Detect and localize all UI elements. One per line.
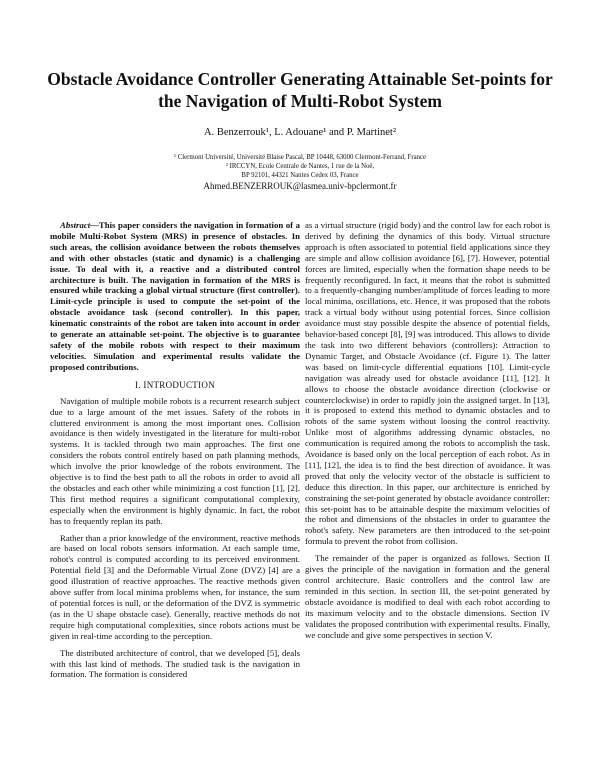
body-paragraph: Rather than a prior knowledge of the environment, reactive methods are based on local robots sensors information. At each sample time, robot's control is computed according to its perceived environment. Potential field [3] and the Deformable Virtual Zone (DVZ) [4] are a good illustration of reactive approaches. The reactive methods given above suffer from local minima problems when, for instance, the sum of potential forces is null, or the deformation of the DVZ is symmetric (as in the U shape obstacle case). Generally, reactive methods do not require high computational complexities, since robots actions must be given in real-time according to the perception. — [50, 532, 300, 641]
contact-email[interactable]: Ahmed.BENZERROUK@lasmea.univ-bpclermont.fr — [203, 181, 397, 191]
left-column — [50, 220, 300, 680]
right-column — [305, 220, 550, 640]
affiliation-1: ¹ Clermont Université, Université Blaise Pascal, BP 10448, 63000 Clermont-Ferrand, France — [173, 154, 427, 161]
affiliation-2: ² IRCCYN, Ecole Centrale de Nantes, 1 rue de la Noë, — [225, 163, 375, 170]
affiliation-2-address: BP 92101, 44321 Nantes Cedex 03, France — [241, 172, 359, 179]
abstract-label: Abstract— — [60, 220, 99, 230]
paper-title: Obstacle Avoidance Controller Generating Attainable Set-points for the Navigation of Multi-Robot System — [47, 69, 553, 111]
body-paragraph: The distributed architecture of control, that we developed [5], deals with this last kind of methods. The studied task is the navigation in formation. The formation is considered — [50, 647, 300, 680]
author-list: A. Benzerrouk¹, L. Adouane¹ and P. Martinet² — [204, 127, 396, 138]
body-paragraph: The remainder of the paper is organized as follows. Section II gives the principle of the navigation in formation and the general control architecture. Basic controllers and the control law are reminded in this section. In section III, the set-point generated by obstacle avoidance is modified to deal with each robot according to its maximum velocity and to the obstacle dimensions. Section IV validates the proposed contribution with experimental results. Finally, we conclude and give some perspectives in section V. — [305, 553, 550, 640]
abstract — [50, 220, 300, 373]
body-paragraph: Navigation of multiple mobile robots is a recurrent research subject due to a large amount of the met issues. Safety of the robots in cluttered environment is among the most important ones. Collision avoidance is then widely investigated in the literature for multi-robot systems. It is tackled through two main approaches. The first one considers the robots control entirely based on path planning methods, which involve the prior knowledge of the robots environment. The objective is to find the best path to all the robots in order to avoid all the obstacles and each other while minimizing a cost function [1], [2]. This first method requires a significant computational complexity, especially when the environment is highly dynamic. In fact, the robot has to frequently replan its path. — [50, 395, 300, 526]
abstract-text: This paper considers the navigation in formation of a mobile Multi-Robot System (MRS) in presence of obstacles. In such areas, the collision avoidance between the robots themselves and with other obstacles (static and dynamic) is a challenging issue. To deal with it, a reactive and a distributed control architecture is built. The navigation in formation of the MRS is ensured while tracking a global virtual structure (first controller). Limit-cycle principle is used to compute the set-point of the obstacle avoidance task (second controller). In this paper, kinematic constraints of the robot are taken into account in order to generate an attainable set-point. The objective is to guarantee safety of the mobile robots with respect to their maximum velocities. Simulation and experimental results validate the proposed contributions. — [50, 220, 300, 372]
affiliations — [90, 153, 510, 180]
section-heading-introduction: I. INTRODUCTION — [135, 379, 215, 390]
body-paragraph: as a virtual structure (rigid body) and the control law for each robot is derived by defining the dynamics of this body. Virtual structure approach is often associated to potential field applications since they are simple and allow collision avoidance [6], [7]. However, potential forces are limited, especially when the formation shape needs to be frequently reconfigured. In fact, it means that the robot is submitted to a frequently-changing number/amplitude of forces leading to more local minima, oscillations, etc. Hence, it was proposed that the robots track a virtual body without using potential forces. Since collision avoidance must stay possible despite the absence of potential fields, behavior-based concept [8], [9] was introduced. This allows to divide the task into two different behaviors (controllers): Attraction to Dynamic Target, and Obstacle Avoidance (cf. Figure 1). The latter was based on limit-cycle differential equations [10]. Limit-cycle navigation was already used for obstacle avoidance [11], [12]. It allows to choose the obstacle avoidance direction (clockwise or counterclockwise) in order to rapidly join the assigned target. In [13], it is proposed to extend this method to dynamic obstacles and to robots of the same system without loosing the control reactivity. Unlike most of algorithms addressing dynamic obstacles, no communication is required among the robots to accomplish the task. Avoidance is based only on the local perception of each robot. As in [11], [12], the idea is to find the best direction of avoidance. It was proved that only the velocity vector of the obstacle is sufficient to deduce this direction. In this paper, our architecture is enriched by constraining the set-point generated by obstacle avoidance controller: this set-point has to be attainable despite the maximum velocities of the robot and dimensions of the obstacles in order to guarantee the robot's safety. New parameters are then introduced to the set-point formula to prevent the robot from collision. — [305, 220, 550, 547]
